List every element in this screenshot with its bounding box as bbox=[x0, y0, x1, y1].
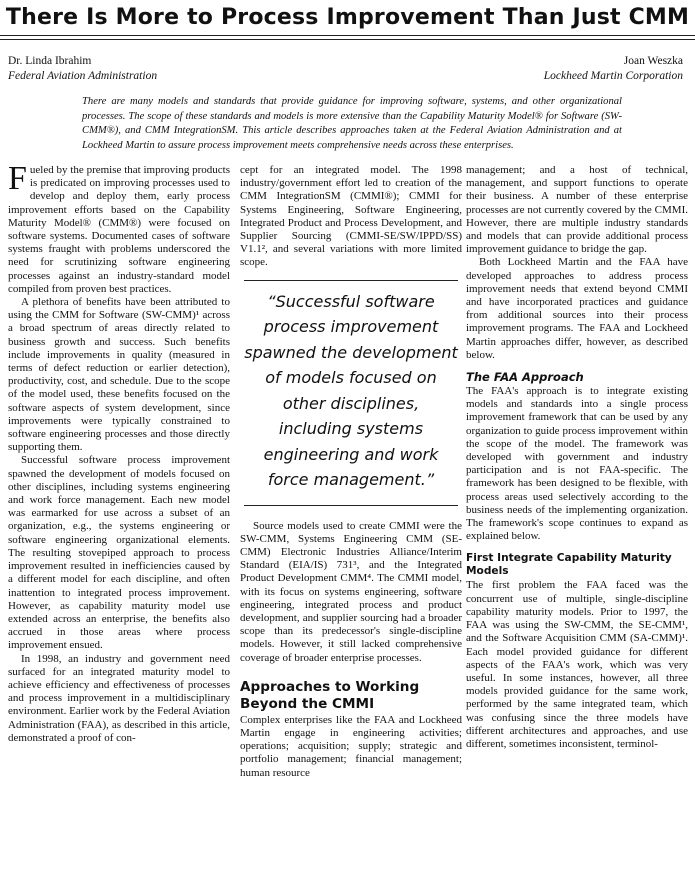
author-affiliation: Federal Aviation Administration bbox=[8, 70, 158, 82]
body-paragraph: cept for an integrated model. The 1998 industry/government effort led to creation of the CMM IntegrationSM (CMMI®); CMMI for Systems Engineering, Software Engineering, Integrated Product and Process Development, and Supplier Sourcing (CMMI-SE/SW/IPPD/SS) V1.1², and several variations with more limited scope. bbox=[240, 164, 462, 269]
body-paragraph: The FAA's approach is to integrate existing models and standards into a single process improvement framework that can be used by any organization to guide process improvement within the scope of the model. The framework was developed with government and industry participation and is not FAA-specific. The framework has been designed to be flexible, with process areas used selectively according to the business needs of the implementing organization. The framework's scope continues to expand as explained below. bbox=[466, 385, 688, 543]
title-rule-bottom bbox=[0, 39, 695, 40]
column-1 bbox=[8, 164, 230, 877]
author-right bbox=[544, 54, 683, 84]
title-rule-top bbox=[0, 35, 695, 36]
article-abstract: There are many models and standards that provide guidance for improving software, systems, and other organizational processes. The scope of these standards and models is more extensive than the Capability Maturity Model® for Software (SW-CMM®), and CMM IntegrationSM. This article describes approaches taken at the Federal Aviation Administration and at Lockheed Martin to assure process improvement meets comprehensive needs across these enterprises. bbox=[82, 96, 622, 151]
pull-quote: “Successful software process improvement spawned the development of models focused on other disciplines, including systems engineering and work force management.” bbox=[244, 280, 458, 506]
body-paragraph: A plethora of benefits have been attributed to using the CMM for Software (SW-CMM)¹ across a broad spectrum of areas directly related to business growth and success. Such benefits include improvements in quality (measured in terms of defect reduction or earlier detection), productivity, cost, and schedule. Due to the scope of the model used, these benefits focused on the software aspects of system development, since improvements were typically constrained to software engineering processes and those directly supporting them. bbox=[8, 296, 230, 454]
author-name: Joan Weszka bbox=[623, 55, 683, 67]
body-paragraph: Complex enterprises like the FAA and Lockheed Martin engage in engineering activities; operations; acquisition; supply; strategic and portfolio management; financial management; human resource bbox=[240, 713, 462, 779]
body-paragraph: Both Lockheed Martin and the FAA have developed approaches to address process improvement needs that extend beyond CMMI and have incorporated practices and guidance from additional sources into their process improvement programs. The FAA and Lockheed Martin approaches differ, however, as described below. bbox=[466, 256, 688, 361]
body-paragraph: In 1998, an industry and government need surfaced for an integrated maturity model to achieve efficiency and effectiveness of processes and process improvement in a multidisciplinary environment. Earlier work by the Federal Aviation Administration (FAA), as described in this article, demonstrated a proof of con- bbox=[8, 652, 230, 744]
column-3 bbox=[466, 164, 688, 877]
column-2 bbox=[240, 164, 462, 877]
article-title: There Is More to Process Improvement Than Just CMM bbox=[5, 5, 690, 30]
author-name: Dr. Linda Ibrahim bbox=[8, 55, 92, 67]
body-paragraph: management; and a host of technical, management, and support functions to operate their business. A number of these enterprise processes are not currently covered by the CMMI. However, there are multiple industry standards and models that can provide additional process improvement guidance to bridge the gap. bbox=[466, 164, 688, 256]
body-paragraph: Source models used to create CMMI were the SW-CMM, Systems Engineering CMM (SE-CMM) Electronic Industries Alliance/Interim Standard (EIA/IS) 731³, and the Integrated Product Development CMM⁴. The CMMI model, with its focus on systems engineering, software engineering, integrated process and product development, and supplier sourcing had a broader scope than its predecessor's single-discipline models. However, it still lacked comprehensive coverage of broader enterprise processes. bbox=[240, 519, 462, 664]
section-heading: Approaches to Working Beyond the CMMI bbox=[240, 678, 420, 712]
body-paragraph: Fueled by the premise that improving products is predicated on improving processes used to develop and deploy them, early process improvement efforts based on the Capability Maturity Model® (CMM®) were focused on software systems. Documented cases of software systems fraught with problems underscored the need for scrutinizing software engineering processes against an industry-standard model compiled from proven best practices. bbox=[8, 164, 230, 295]
subsection-heading: First Integrate Capability Maturity Models bbox=[466, 552, 672, 578]
subsection-heading: The FAA Approach bbox=[466, 370, 584, 385]
body-paragraph: The first problem the FAA faced was the concurrent use of multiple, single-discipline capability maturity models. Prior to 1997, the FAA was using the SW-CMM, the SE-CMM¹, and the Software Acquisition CMM (SA-CMM)¹. Each model provided guidance for different aspects of the FAA's work, which was very useful. In some instances, however, all three models provided guidance for the same work, performed by the same integrated team, which was confusing since the three models have different architectures and approaches, and use different, sometimes inconsistent, terminol- bbox=[466, 579, 688, 750]
body-paragraph: Successful software process improvement spawned the development of models focused on other disciplines, including systems engineering and work force management. Each new model was earmarked for use across a subset of an organization, e.g., the systems engineering or software engineering organizational elements. The resulting stovepiped approach to process improvement resulted in inefficiencies caused by a different model for each discipline, and often inattention to integrated process improvement. However, as capability maturity model use extended across an enterprise, the benefits also accrued in those areas where process improvement ensued. bbox=[8, 454, 230, 652]
drop-cap: F bbox=[8, 164, 27, 197]
author-left bbox=[8, 54, 157, 84]
author-affiliation: Lockheed Martin Corporation bbox=[543, 70, 683, 82]
